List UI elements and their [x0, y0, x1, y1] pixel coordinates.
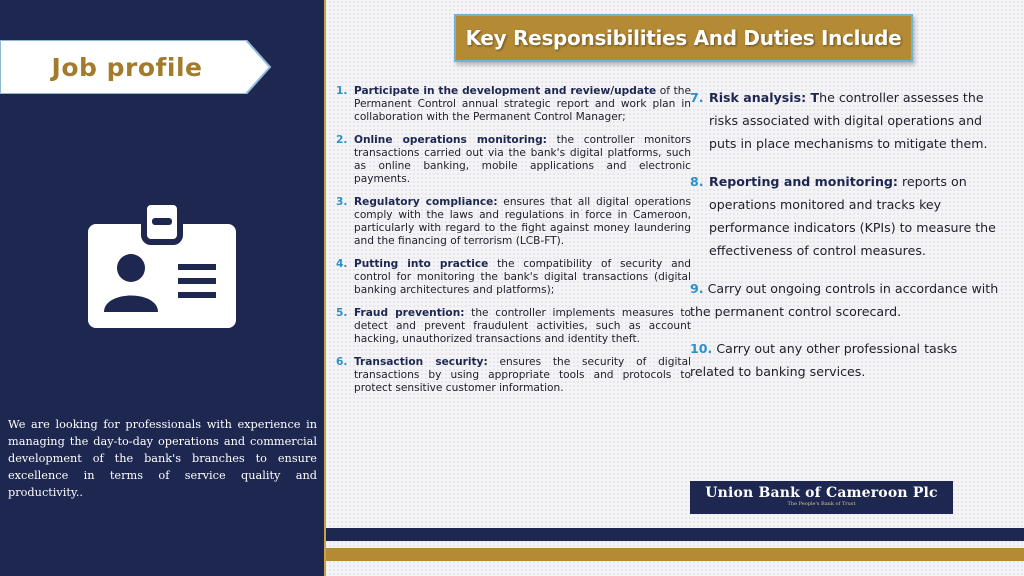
bank-name: Union Bank of Cameroon Plc — [705, 485, 938, 501]
duty-item-4 — [336, 258, 691, 297]
duty-heading: Transaction security: — [354, 356, 488, 368]
job-description: We are looking for professionals with experience in managing the day-to-day operations and commercial development of the bank's branches to ensure excellence in terms of service quality and productivity.. — [8, 418, 317, 499]
duty-heading: Risk analysis: T — [709, 90, 820, 105]
duty-item-7 — [690, 86, 1000, 155]
duty-text: of the Permanent Control annual strategic report and work plan in collaboration with the Permanent Control Manager; — [354, 85, 691, 123]
duty-number: 4. — [336, 258, 348, 270]
left-panel — [0, 0, 326, 576]
union-bank-logo — [690, 481, 953, 514]
duty-item-6 — [336, 356, 691, 395]
duty-heading: Online operations monitoring: — [354, 134, 547, 146]
duty-text: Carry out ongoing controls in accordance with the permanent control scorecard. — [690, 281, 999, 319]
bank-tagline: The People's Bank of Trust — [787, 501, 856, 507]
job-profile-tab — [0, 40, 272, 94]
duty-number: 9. — [690, 281, 704, 296]
job-profile-label: Job profile — [51, 52, 203, 82]
duty-number: 8. — [690, 174, 704, 189]
duty-item-3 — [336, 196, 691, 248]
duty-text: ensures that all digital operations comply with the laws and regulations in force in Cameroon, particularly with regard to the fight against money laundering and the financing of terrorism (LCB-FT). — [354, 196, 691, 247]
duty-number: 5. — [336, 307, 348, 319]
duty-number: 2. — [336, 134, 348, 146]
duty-heading: Participate in the development and review/update — [354, 85, 657, 97]
duty-number: 7. — [690, 90, 704, 105]
duty-heading: Putting into practice — [354, 258, 489, 270]
duty-item-5 — [336, 307, 691, 346]
duty-heading: Regulatory compliance: — [354, 196, 498, 208]
duty-item-9 — [690, 277, 1000, 323]
duty-text: Carry out any other professional tasks related to banking services. — [690, 341, 958, 379]
duty-number: 10. — [690, 341, 713, 356]
duty-number: 3. — [336, 196, 348, 208]
duty-text: the controller monitors transactions carried out via the bank's digital platforms, such as online banking, mobile applications and electronic payments. — [354, 134, 691, 185]
duty-item-8 — [690, 170, 1000, 262]
banner-title: Key Responsibilities And Duties Include — [465, 26, 902, 50]
id-badge-icon — [86, 202, 238, 330]
duty-text: ensures the security of digital transactions by using appropriate tools and protocols to protect sensitive customer information. — [354, 356, 692, 394]
duty-heading: Fraud prevention: — [354, 307, 465, 319]
duties-left-column — [336, 85, 691, 405]
duty-number: 1. — [336, 85, 348, 97]
duty-heading: Reporting and monitoring: — [709, 174, 898, 189]
duty-item-1 — [336, 85, 691, 124]
duty-text: reports on operations monitored and tracks key performance indicators (KPIs) to measure the effectiveness of control measures. — [709, 174, 996, 258]
responsibilities-banner — [454, 14, 913, 62]
footer-stripe-gold — [326, 548, 1024, 561]
duty-text: the controller implements measures to detect and prevent fraudulent activities, such as account hacking, unauthorized transactions and identity theft. — [354, 307, 691, 345]
duty-item-2 — [336, 134, 691, 186]
duty-item-10 — [690, 337, 1000, 383]
duty-text: the compatibility of security and control for monitoring the bank's digital transactions (digital banking architectures and platforms); — [354, 258, 692, 296]
duty-number: 6. — [336, 356, 348, 368]
duty-text: he controller assesses the risks associated with digital operations and puts in place mechanisms to mitigate them. — [709, 90, 988, 151]
duties-right-column — [690, 86, 1000, 397]
footer-stripe-navy — [326, 528, 1024, 541]
